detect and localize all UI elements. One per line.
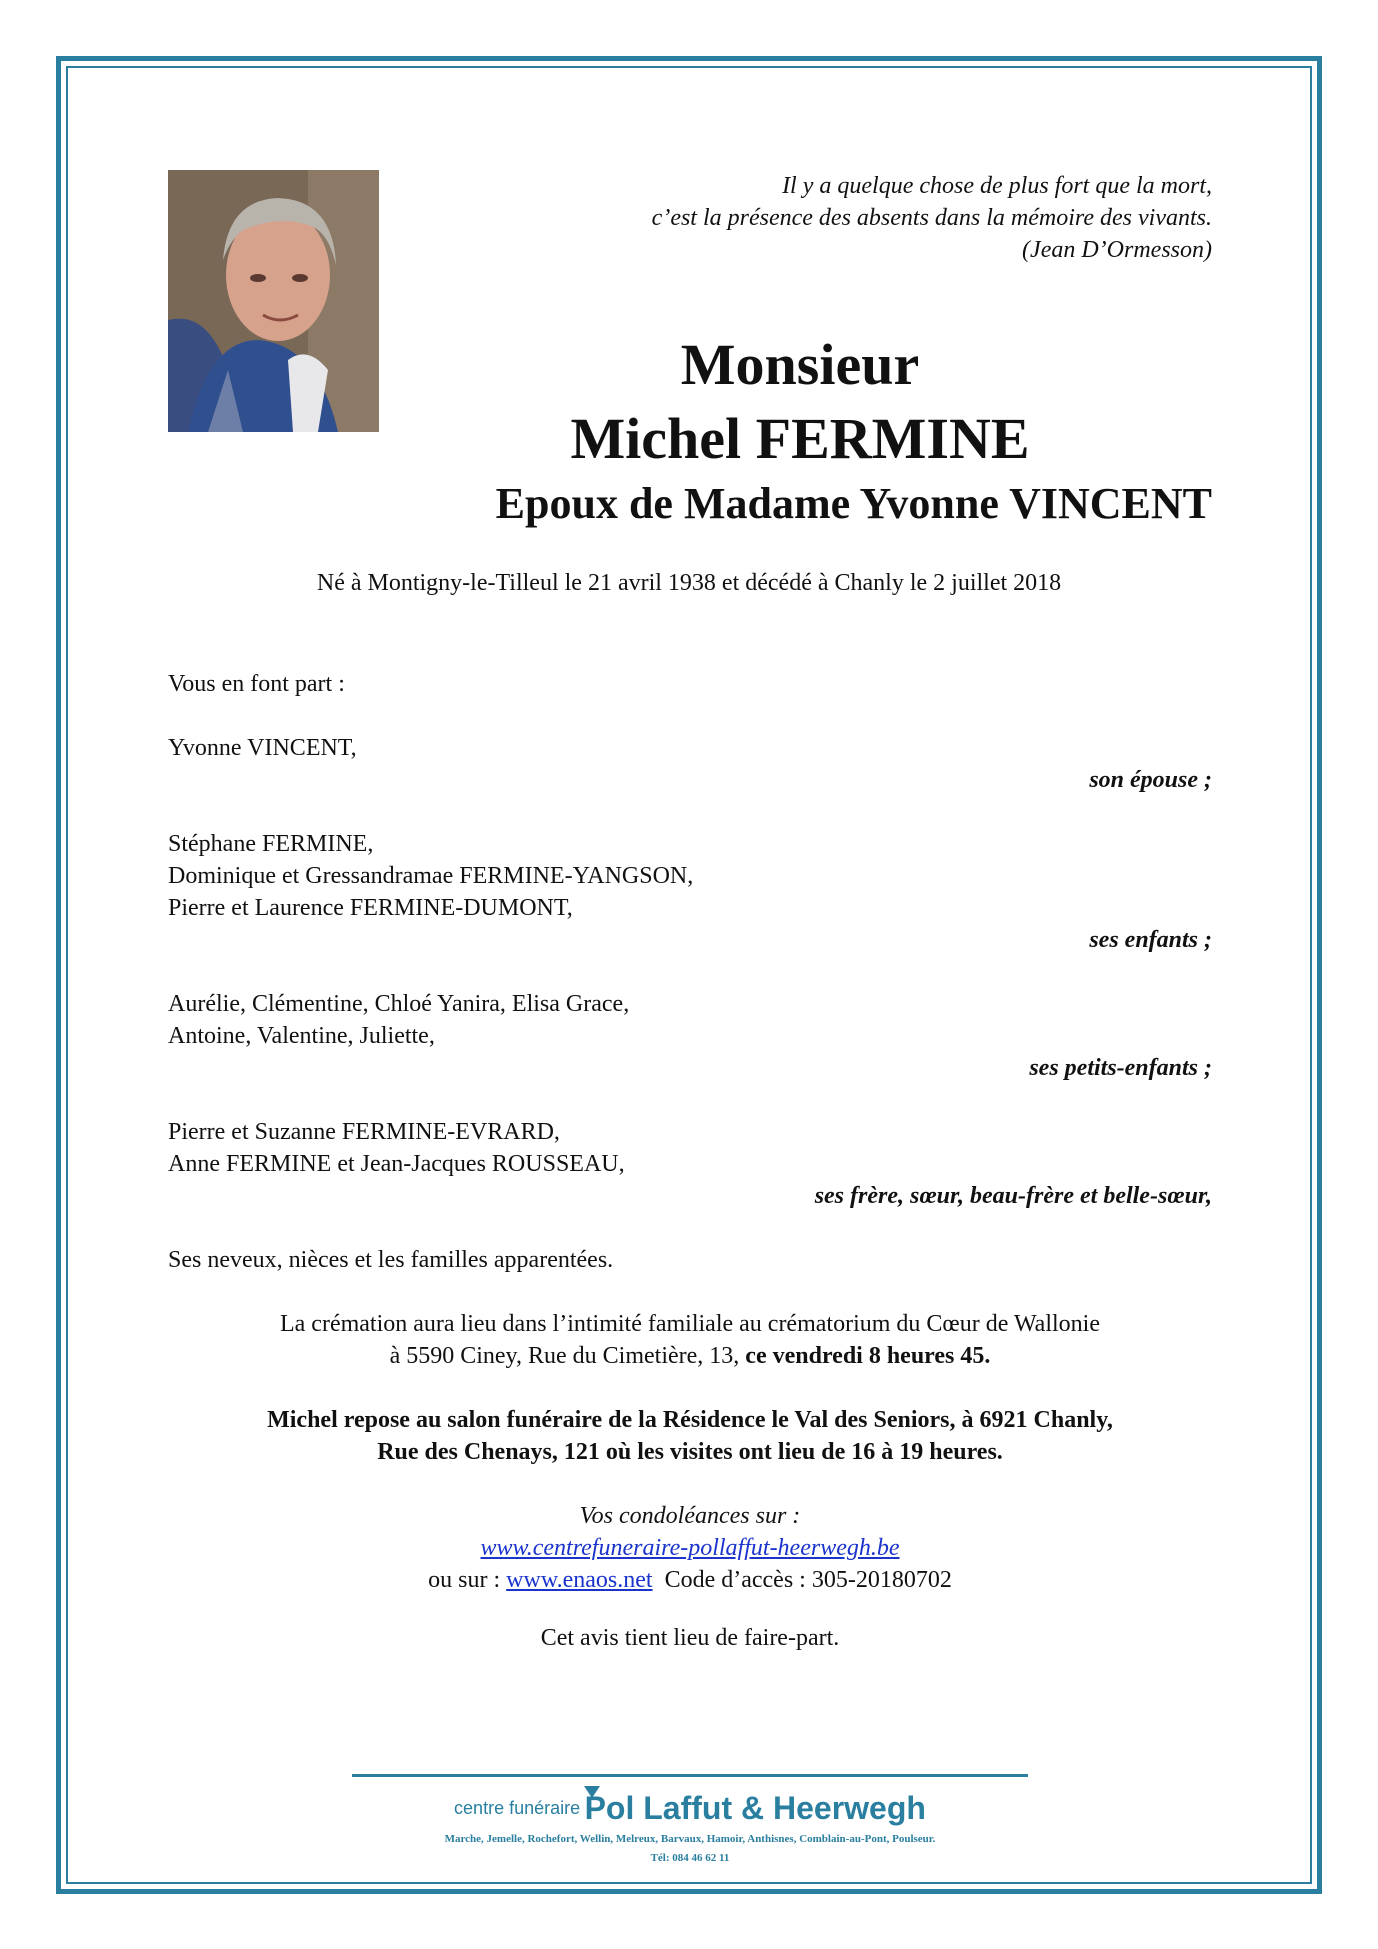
honorific-heading: Monsieur [680,332,920,397]
condolences-alt-line [168,1564,1212,1596]
family-name: Pierre et Laurence FERMINE-DUMONT, [168,895,573,921]
condolences-label: Vos condoléances sur : [579,1503,801,1529]
quote-attribution: (Jean D’Ormesson) [1022,237,1212,263]
logo-phone: Tél: 084 46 62 11 [650,1852,730,1864]
family-name: Aurélie, Clémentine, Chloé Yanira, Elisa Grace, [168,991,630,1017]
visitation-info [168,1404,1212,1468]
announce-line: Vous en font part : [168,671,345,697]
condolences-block [168,1500,1212,1596]
family-name: Stéphane FERMINE, [168,831,374,857]
condolences-prefix: ou sur : [428,1567,507,1593]
logo-locations: Marche, Jemelle, Rochefort, Wellin, Melreux, Barvaux, Hamoir, Anthisnes, Comblain-au-Pont, Poulseur. [444,1833,936,1845]
family-group-siblings [168,1116,1212,1212]
family-name: Yvonne VINCENT, [168,735,357,761]
family-group-children [168,828,1212,956]
birth-death-line: Né à Montigny-le-Tilleul le 21 avril 1938 et décédé à Chanly le 2 juillet 2018 [316,570,1062,596]
family-relation: son épouse ; [1089,767,1212,793]
logo-divider [352,1774,1028,1777]
epigraph-quote [652,170,1212,266]
enaos-link[interactable]: www.enaos.net [506,1567,653,1593]
extended-family-line: Ses neveux, nièces et les familles apparentées. [168,1247,614,1273]
family-name: Dominique et Gressandramae FERMINE-YANGSON, [168,863,694,889]
cremation-line: La crémation aura lieu dans l’intimité familiale au crématorium du Cœur de Wallonie [279,1311,1100,1337]
family-group-spouse [168,732,1212,796]
funeral-home-logo [352,1790,1028,1827]
family-group-grandchildren [168,988,1212,1084]
visitation-line: Rue des Chenays, 121 où les visites ont lieu de 16 à 19 heures. [377,1439,1003,1465]
quote-line: Il y a quelque chose de plus fort que la mort, [782,173,1212,199]
family-name: Anne FERMINE et Jean-Jacques ROUSSEAU, [168,1151,625,1177]
quote-line: c’est la présence des absents dans la mémoire des vivants. [651,205,1212,231]
cremation-time: ce vendredi 8 heures 45. [745,1343,991,1369]
logo-name: Pol Laffut & Heerwegh [584,1790,926,1826]
cremation-info [168,1308,1212,1372]
family-relation: ses frère, sœur, beau-frère et belle-sœur, [814,1183,1212,1209]
notice-line: Cet avis tient lieu de faire-part. [540,1625,840,1651]
cremation-address: à 5590 Ciney, Rue du Cimetière, 13, [389,1343,746,1369]
family-name: Antoine, Valentine, Juliette, [168,1023,435,1049]
family-relation: ses enfants ; [1089,927,1212,953]
access-code: Code d’accès : 305-20180702 [652,1567,952,1593]
spouse-heading: Epoux de Madame Yvonne VINCENT [495,479,1212,528]
family-name: Pierre et Suzanne FERMINE-EVRARD, [168,1119,560,1145]
family-relation: ses petits-enfants ; [1029,1055,1212,1081]
visitation-line: Michel repose au salon funéraire de la Résidence le Val des Seniors, à 6921 Chanly, [267,1407,1113,1433]
deceased-name-heading: Michel FERMINE [570,406,1030,471]
funeral-home-website-link[interactable]: www.centrefuneraire-pollaffut-heerwegh.be [480,1535,900,1561]
logo-subtitle: centre funéraire [454,1798,581,1818]
cremation-line-2 [168,1340,1212,1372]
